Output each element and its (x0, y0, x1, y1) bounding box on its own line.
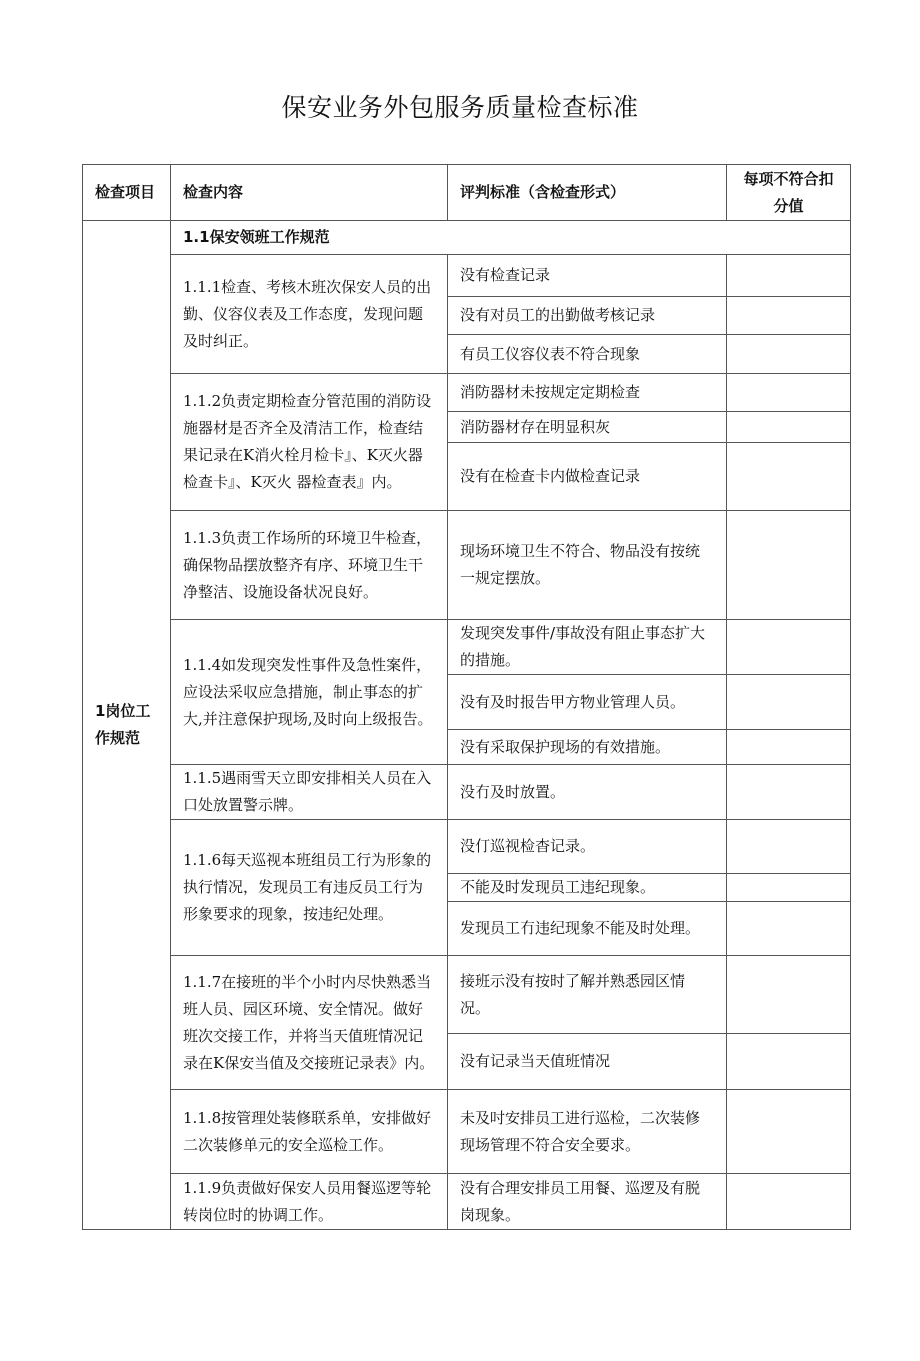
header-content: 检查内容 (171, 165, 448, 221)
criteria-cell: 发现突发事件/事故没有阻止事态扩大的措施。 (448, 620, 727, 675)
deduction-cell (727, 1034, 851, 1090)
table-row (83, 1090, 851, 1174)
deduction-cell (727, 297, 851, 335)
table-row (83, 956, 851, 1034)
table-row (83, 820, 851, 874)
criteria-cell: 没仃巡视检杳记录。 (448, 820, 727, 874)
criteria-cell: 没有对员工的出勤做考核记录 (448, 297, 727, 335)
content-cell: 1.1.9负责做好保安人员用餐巡逻等轮转岗位时的协调工作。 (171, 1174, 448, 1230)
deduction-cell (727, 874, 851, 902)
criteria-cell: 没有合理安排员工用餐、巡逻及有脱岗现象。 (448, 1174, 727, 1230)
deduction-cell (727, 511, 851, 620)
table-row (83, 511, 851, 620)
table-row (83, 765, 851, 820)
deduction-cell (727, 902, 851, 956)
criteria-cell: 消防器材存在明显积灰 (448, 412, 727, 443)
table-row (83, 221, 851, 255)
deduction-cell (727, 412, 851, 443)
page-title: 保安业务外包服务质量检查标准 (281, 93, 639, 122)
criteria-cell: 现场环境卫生不符合、物品没有按统一规定摆放。 (448, 511, 727, 620)
criteria-cell: 没有采取保护现场的有效措施。 (448, 730, 727, 765)
criteria-cell: 发现员工冇违纪现象不能及时处理。 (448, 902, 727, 956)
header-deduction: 每项不符合扣分值 (727, 165, 851, 221)
section-heading: 1.1保安领班工作规范 (171, 221, 851, 255)
table-row (83, 374, 851, 412)
header-standard: 评判标准（含检查形式） (448, 165, 727, 221)
criteria-cell: 消防器材未按规定定期检查 (448, 374, 727, 412)
criteria-cell: 没有检查记录 (448, 255, 727, 297)
table-row (83, 1174, 851, 1230)
content-cell: 1.1.4如发现突发性事件及急性案件，应设法采収应急措施，制止事态的扩大,并注意保护现场,及时向上级报告。 (171, 620, 448, 765)
inspection-standard-table (82, 164, 851, 1230)
deduction-cell (727, 1090, 851, 1174)
deduction-cell (727, 956, 851, 1034)
header-item: 检查项目 (83, 165, 171, 221)
content-cell: 1.1.1检查、考核木班次保安人员的出勤、仪容仪表及工作态度，发现问题及时纠正。 (171, 255, 448, 374)
criteria-cell: 不能及时发现员工违纪现象。 (448, 874, 727, 902)
content-cell: 1.1.5遇雨雪天立即安排相关人员在入口处放置警示牌。 (171, 765, 448, 820)
criteria-cell: 没冇及时放置。 (448, 765, 727, 820)
content-cell: 1.1.6每天巡视本班组员工行为形象的执行情况，发现员工有违反员工行为形象要求的现象，按违纪处理。 (171, 820, 448, 956)
table-header-row (83, 165, 851, 221)
deduction-cell (727, 443, 851, 511)
content-cell: 1.1.2负责定期检查分管范围的消防设施器材是否齐全及清洁工作，检查结果记录在K消火栓月检卡』、K灭火器检查卡』、K灭火 器检查表』内。 (171, 374, 448, 511)
category-cell: 1岗位工作规范 (83, 221, 171, 1230)
content-cell: 1.1.8按管理处装修联系单，安排做好二次装修单元的安全巡检工作。 (171, 1090, 448, 1174)
deduction-cell (727, 675, 851, 730)
content-cell: 1.1.7在接班的半个小时内尽快熟悉当班人员、园区环境、安全情况。做好班次交接工作，并将当天值班情况记录在K保安当值及交接班记录表》内。 (171, 956, 448, 1090)
content-cell: 1.1.3负责工作场所的环境卫牛检查，确保物品摆放整齐有序、环境卫生干净整洁、设施设备状况良好。 (171, 511, 448, 620)
criteria-cell: 未及吋安排员工进行巡检，二次装修现场管理不符合安全要求。 (448, 1090, 727, 1174)
deduction-cell (727, 620, 851, 675)
table-row (83, 255, 851, 297)
deduction-cell (727, 1174, 851, 1230)
criteria-cell: 有员工仪容仪表不符合现象 (448, 335, 727, 374)
table-row (83, 620, 851, 675)
criteria-cell: 没有在检查卡内做检查记录 (448, 443, 727, 511)
deduction-cell (727, 255, 851, 297)
criteria-cell: 没有记录当天值班情况 (448, 1034, 727, 1090)
deduction-cell (727, 765, 851, 820)
criteria-cell: 接班示没有按时了解并熟悉园区情况。 (448, 956, 727, 1034)
deduction-cell (727, 374, 851, 412)
deduction-cell (727, 730, 851, 765)
criteria-cell: 没有及时报告甲方物业管理人员。 (448, 675, 727, 730)
deduction-cell (727, 335, 851, 374)
deduction-cell (727, 820, 851, 874)
